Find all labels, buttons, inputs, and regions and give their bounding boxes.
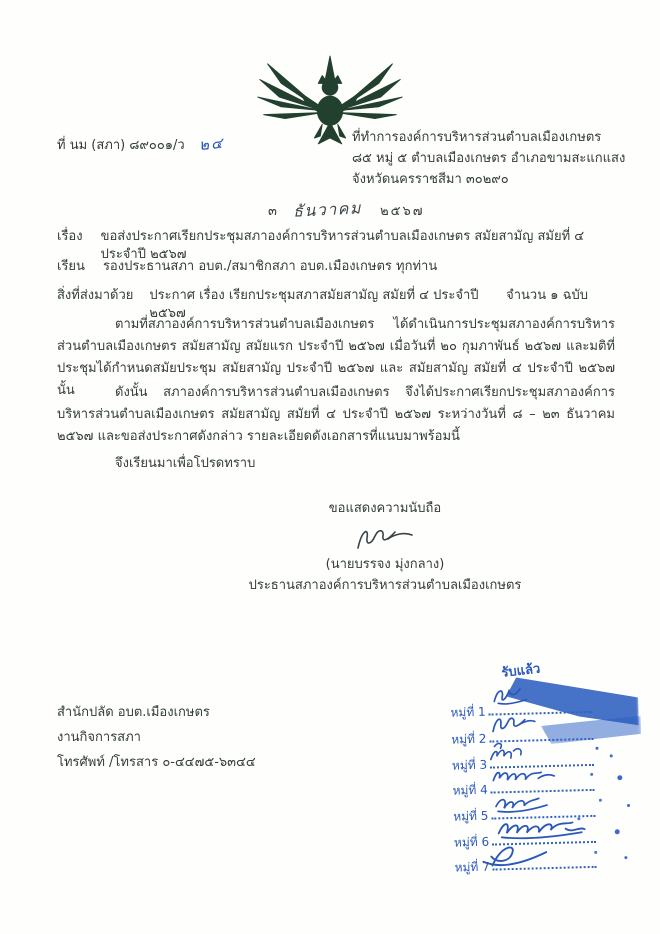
subject-label: เรื่อง [57, 229, 83, 244]
date-day: ๓ [268, 204, 277, 219]
footer-office-line: สำนักปลัด อบต.เมืองเกษตร [57, 705, 210, 720]
addressee-row [57, 258, 614, 276]
sender-address-line-2: ๘๕ หมู่ ๕ ตำบลเมืองเกษตร อำเภอขามสะแกแสง [352, 151, 626, 166]
stamp-signature-moo4 [488, 762, 559, 790]
date-year: ๒๕๖๗ [380, 204, 425, 219]
footer-phone-line: โทรศัพท์ /โทรสาร ๐-๔๔๗๕-๖๓๔๔ [57, 755, 256, 770]
stamp-signature-moo7 [478, 840, 553, 872]
signer-title: ประธานสภาองค์การบริหารส่วนตำบลเมืองเกษตร [248, 578, 522, 594]
stamp-signature-moo6 [493, 811, 590, 844]
stamp-row-label: หมู่ที่ 6 [453, 834, 490, 850]
reference-number: ที่ นม (สภา) ๘๙๐๐๑/ว [57, 138, 185, 153]
date-line [268, 199, 425, 221]
sender-address-line-3: จังหวัดนครราชสีมา ๓๐๒๙๐ [352, 172, 509, 187]
stamp-row-label: หมู่ที่ 2 [451, 731, 487, 747]
sender-address-block [352, 127, 642, 190]
attachment-text: ประกาศ เรื่อง เรียกประชุมสภาสมัยสามัญ สมัยที่ ๔ ประจำปี ๒๕๖๗ [149, 288, 479, 321]
footer-division-line: งานกิจการสภา [57, 730, 141, 745]
attachment-count: จำนวน ๑ ฉบับ [506, 288, 588, 303]
body-paragraph-2: ดังนั้น สภาองค์การบริหารส่วนตำบลเมืองเกษตร จึงได้ประกาศเรียกประชุมสภาองค์การบริหารส่วนตำบลเมืองเกษตร สมัยสามัญ สมัยที่ ๔ ประจำปี ๒๕๖๗ ระหว่างวันที่ ๘ – ๒๓ ธันวาคม ๒๕๖๗ และขอส่งประกาศดังกล่าว รายละเอียดดังเอกสารที่แนบมาพร้อมนี้ [57, 385, 615, 444]
body-paragraph-1: ตามที่สภาองค์การบริหารส่วนตำบลเมืองเกษตร ได้ดำเนินการประชุมสภาองค์การบริหารส่วนตำบลเมืองเกษตร สมัยสามัญ สมัยแรก ประจำปี ๒๕๖๗ เมื่อวันที่ ๒๐ กุมภาพันธ์ ๒๕๖๗ และมติที่ประชุมได้กำหนดสมัยประชุม สมัยสามัญ ประจำปี ๒๕๖๗ และ สมัยสามัญ สมัยที่ ๔ ประจำปี ๒๕๖๗ นั้น [57, 317, 615, 398]
attachment-label: สิ่งที่ส่งมาด้วย [57, 288, 134, 303]
stamp-row-label: หมู่ที่ 7 [454, 859, 490, 875]
reference-number-handwritten: ๒๔ [198, 133, 225, 155]
stamp-row-label: หมู่ที่ 3 [451, 757, 488, 773]
signer-name: (นายบรรจง มุ่งกลาง) [325, 556, 445, 572]
closing-phrase: จึงเรียนมาเพื่อโปรดทราบ [115, 456, 256, 471]
stamp-signature-moo2 [487, 710, 540, 737]
stamp-signature-moo1 [488, 682, 539, 707]
stamp-row-label: หมู่ที่ 4 [452, 782, 488, 798]
stamp-title: รับแล้ว [500, 661, 542, 681]
received-stamp [443, 655, 659, 878]
sender-address-line-1: ที่ทำการองค์การบริหารส่วนตำบลเมืองเกษตร [352, 130, 602, 145]
president-signature [350, 522, 420, 554]
date-month-handwritten: ธันวาคม [292, 198, 363, 221]
signature-block [245, 500, 525, 595]
stamp-signature-moo3 [485, 739, 530, 766]
subject-text: ขอส่งประกาศเรียกประชุมสภาองค์การบริหารส่วนตำบลเมืองเกษตร สมัยสามัญ สมัยที่ ๔ ประจำปี ๒๕๖๗ [100, 229, 585, 262]
reference-number-line [57, 134, 224, 155]
salutation: ขอแสดงความนับถือ [328, 501, 442, 516]
stamp-row-label: หมู่ที่ 5 [453, 808, 489, 824]
addressee-text: รองประธานสภา อบต./สมาชิกสภา อบต.เมืองเกษตร ทุกท่าน [102, 259, 438, 274]
stamp-ink-specks [595, 747, 598, 750]
addressee-label: เรียน [57, 259, 85, 274]
stamp-row-label: หมู่ที่ 1 [450, 704, 486, 720]
footer-contact-block [57, 700, 256, 775]
